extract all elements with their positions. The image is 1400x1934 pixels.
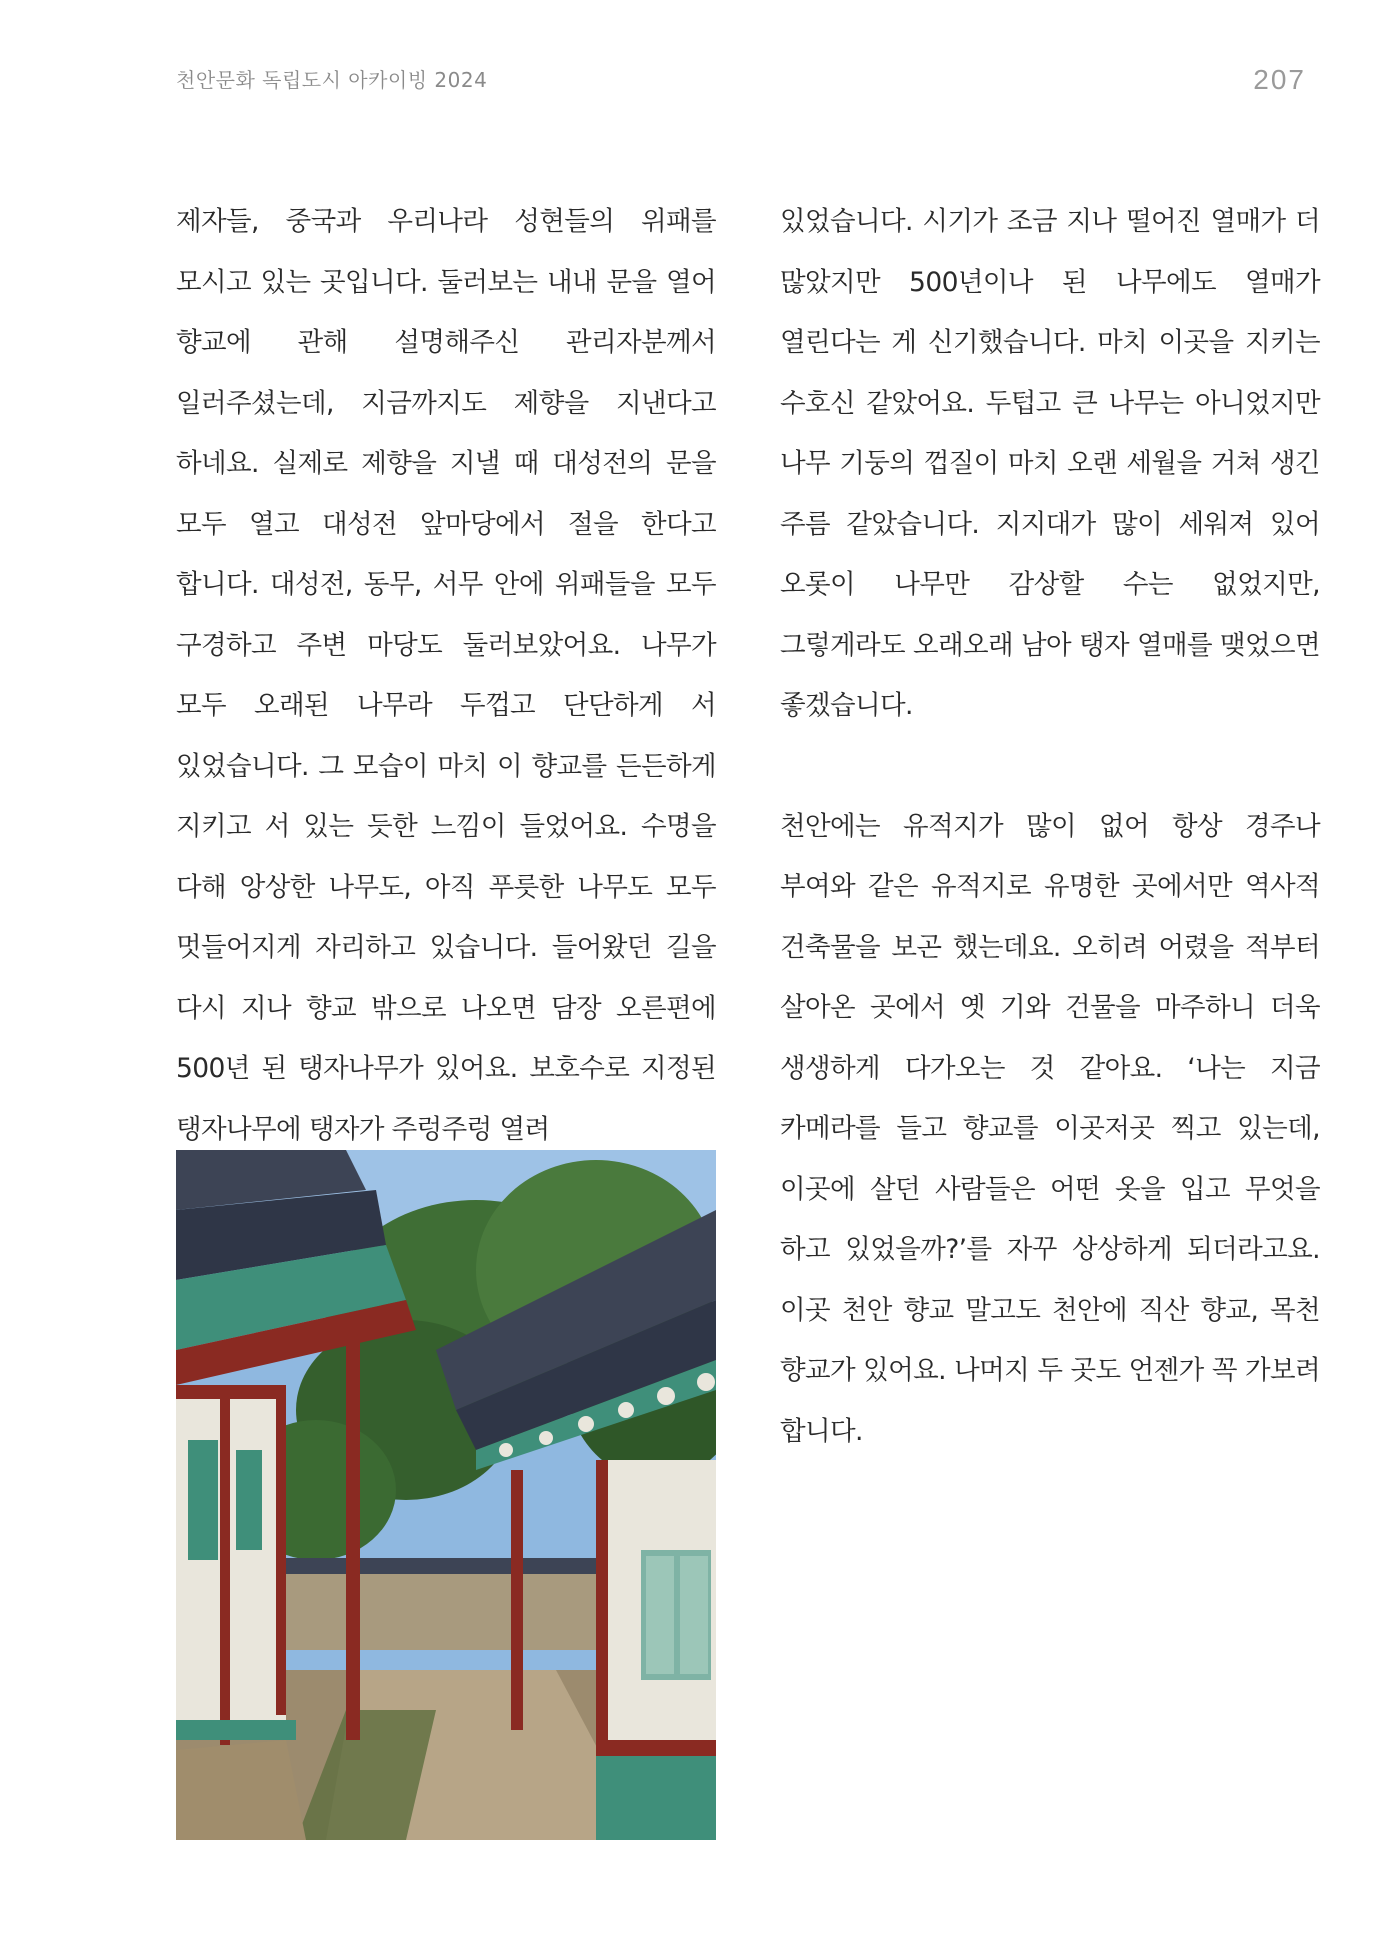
left-text-column (176, 192, 716, 1160)
paragraph: 제자들, 중국과 우리나라 성현들의 위패를 모시고 있는 곳입니다. 둘러보는 내내 문을 열어 향교에 관해 설명해주신 관리자분께서 일러주셨는데, 지금까지도 제향을 지낸다고 하네요. 실제로 제향을 지낼 때 대성전의 문을 모두 열고 대성전 앞마당에서 절을 한다고 합니다. 대성전, 동무, 서무 안에 위패들을 모두 구경하고 주변 마당도 둘러보았어요. 나무가 모두 오래된 나무라 두껍고 단단하게 서 있었습니다. 그 모습이 마치 이 향교를 든든하게 지키고 서 있는 듯한 느낌이 들었어요. 수명을 다해 앙상한 나무도, 아직 푸릇한 나무도 모두 멋들어지게 자리하고 있습니다. 들어왔던 길을 다시 지나 향교 밖으로 나오면 담장 오른편에 500년 된 탱자나무가 있어요. 보호수로 지정된 탱자나무에 탱자가 주렁주렁 열려 (176, 206, 716, 1145)
paragraph: 천안에는 유적지가 많이 없어 항상 경주나 부여와 같은 유적지로 유명한 곳에서만 역사적 건축물을 보곤 했는데요. 오히려 어렸을 적부터 살아온 곳에서 옛 기와 건물을 마주하니 더욱 생생하게 다가오는 것 같아요. ‘나는 지금 카메라를 들고 향교를 이곳저곳 찍고 있는데, 이곳에 살던 사람들은 어떤 옷을 입고 무엇을 하고 있었을까?’를 자꾸 상상하게 되더라고요. 이곳 천안 향교 말고도 천안에 직산 향교, 목천 향교가 있어요. 나머지 두 곳도 언젠가 꼭 가보려 합니다. (780, 810, 1320, 1447)
hyanggyo-courtyard-photo (176, 1150, 716, 1840)
right-text-column (780, 192, 1320, 1462)
running-header: 천안문화 독립도시 아카이빙 2024 (176, 68, 488, 92)
paragraph: 있었습니다. 시기가 조금 지나 떨어진 열매가 더 많았지만 500년이나 된 나무에도 열매가 열린다는 게 신기했습니다. 마치 이곳을 지키는 수호신 같았어요. 두텁고 큰 나무는 아니었지만 나무 기둥의 껍질이 마치 오랜 세월을 거쳐 생긴 주름 같았습니다. 지지대가 많이 세워져 있어 오롯이 나무만 감상할 수는 없었지만, 그렇게라도 오래오래 남아 탱자 열매를 맺었으면 좋겠습니다. (780, 206, 1320, 721)
page-number: 207 (1253, 64, 1306, 95)
